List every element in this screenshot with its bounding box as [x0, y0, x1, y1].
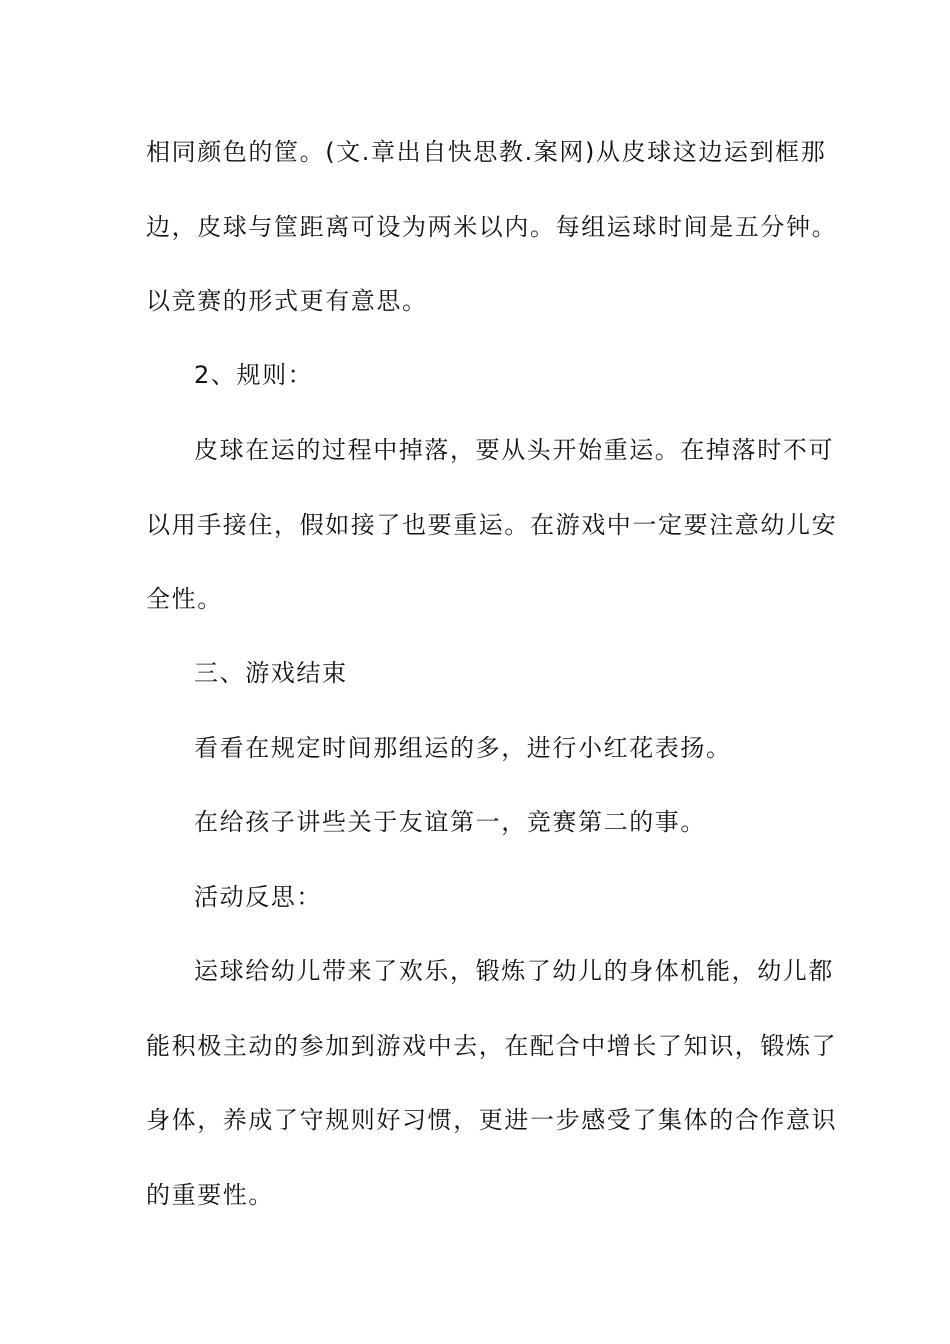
paragraph-line: 全性。	[146, 585, 223, 613]
paragraph-line: 身体，养成了守规则好习惯，更进一步感受了集体的合作意识	[146, 1106, 838, 1134]
paragraph-line: 以竞赛的形式更有意思。	[146, 287, 428, 315]
paragraph-line: 运球给幼儿带来了欢乐，锻炼了幼儿的身体机能，幼儿都	[194, 957, 834, 985]
section-heading: 三、游戏结束	[194, 659, 348, 687]
paragraph-line: 边，皮球与筐距离可设为两米以内。每组运球时间是五分钟。	[146, 213, 838, 241]
paragraph-line: 的重要性。	[146, 1181, 274, 1209]
section-heading: 活动反思：	[194, 883, 322, 911]
paragraph-line: 看看在规定时间那组运的多，进行小红花表扬。	[194, 734, 732, 762]
paragraph-line: 以用手接住，假如接了也要重运。在游戏中一定要注意幼儿安	[146, 511, 838, 539]
section-heading: 2、规则：	[194, 361, 314, 389]
paragraph-line: 在给孩子讲些关于友谊第一，竞赛第二的事。	[194, 808, 706, 836]
paragraph-line: 能积极主动的参加到游戏中去，在配合中增长了知识，锻炼了	[146, 1032, 838, 1060]
paragraph-line: 相同颜色的筐。(文.章出自快思教.案网)从皮球这边运到框那	[146, 138, 827, 166]
paragraph-line: 皮球在运的过程中掉落，要从头开始重运。在掉落时不可	[194, 436, 834, 464]
